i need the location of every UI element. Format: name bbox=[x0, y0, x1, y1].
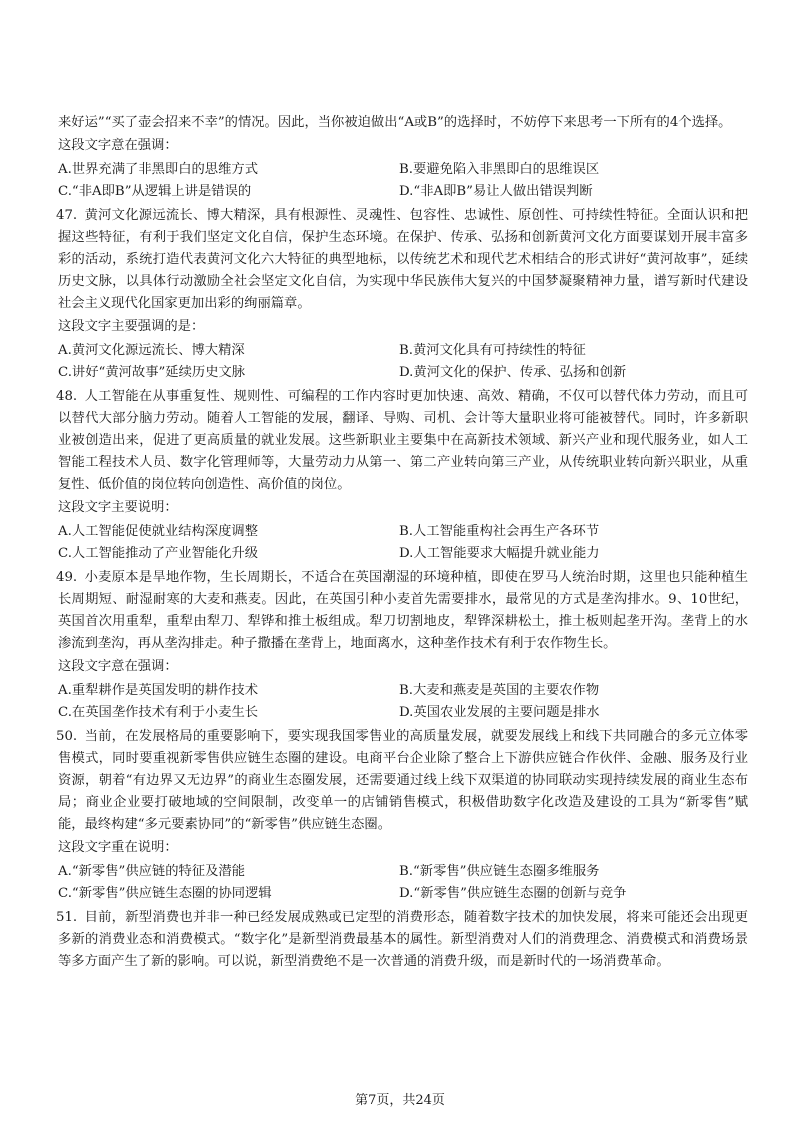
option-c[interactable]: C.人工智能推动了产业智能化升级 bbox=[58, 546, 259, 561]
option-a[interactable]: A.“新零售”供应链的特征及潜能 bbox=[58, 864, 245, 879]
option-c[interactable]: C.“新零售”供应链生态圈的协同逻辑 bbox=[58, 886, 272, 901]
page-footer: 第7页，共24页 bbox=[355, 1093, 445, 1108]
question-number: 48. bbox=[56, 389, 78, 404]
option-a[interactable]: A.人工智能促使就业结构深度调整 bbox=[58, 524, 258, 539]
option-b[interactable]: B.人工智能重构社会再生产各环节 bbox=[399, 524, 600, 539]
option-d[interactable]: D.人工智能要求大幅提升就业能力 bbox=[399, 546, 600, 561]
question-number: 49. bbox=[56, 570, 78, 585]
option-b[interactable]: B.“新零售”供应链生态圈多维服务 bbox=[399, 864, 600, 879]
question-prompt: 这段文字意在强调： bbox=[58, 659, 178, 674]
option-c[interactable]: C.“非A即B”从逻辑上讲是错误的 bbox=[58, 184, 252, 199]
option-b[interactable]: B.大麦和燕麦是英国的主要农作物 bbox=[399, 683, 600, 698]
options-grid bbox=[58, 521, 748, 565]
question-prompt: 这段文字主要强调的是： bbox=[58, 319, 205, 334]
question-46-tail bbox=[58, 112, 748, 203]
options-grid bbox=[58, 680, 748, 724]
question-prompt: 这段文字重在说明： bbox=[58, 840, 178, 855]
question-text: 当前，在发展格局的重要影响下，要实现我国零售业的高质量发展，就要发展线上和线下共同融合的多元立体零售模式，同时要重视新零售供应链生态圈的建设。电商平台企业除了整合上下游供应链合作伙伴、金融、服务及行业资源，朝着“有边界又无边界”的商业生态圈发展，还需要通过线上线下双渠道的协同联动实现持续发展的商业生态布局；商业企业要打破地域的空间限制，改变单一的店铺销售模式，积极借助数字化改造及建设的工具为“新零售”赋能，最终构建“多元要素协同”的“新零售”供应链生态圈。 bbox=[58, 729, 748, 832]
question-text: 小麦原本是旱地作物，生长周期长，不适合在英国潮湿的环境种植，即使在罗马人统治时期，这里也只能种植生长周期短、耐湿耐寒的大麦和燕麦。因此，在英国引种小麦首先需要排水，最常见的方式是垄沟排水。9、10世纪，英国首次用重犁，重犁由犁刀、犁铧和推土板组成。犁刀切割地皮，犁铧深耕松土，推土板则起垄开沟。垄背上的水渗流到垄沟，再从垄沟排走。种子撒播在垄背上，地面离水，这种垄作技术有利于农作物生长。 bbox=[58, 570, 748, 651]
question-text: 来好运”“买了壶会招来不幸”的情况。因此，当你被迫做出“A或B”的选择时，不妨停下来思考一下所有的4个选择。 bbox=[58, 115, 732, 130]
question-text: 目前，新型消费也并非一种已经发展成熟或已定型的消费形态，随着数字技术的加快发展，将来可能还会出现更多新的消费业态和消费模式。“数字化”是新型消费最基本的属性。新型消费对人们的消费理念、消费模式和消费场景等多方面产生了新的影响。可以说，新型消费绝不是一次普通的消费升级，而是新时代的一场消费革命。 bbox=[58, 910, 748, 969]
option-a[interactable]: A.重犁耕作是英国发明的耕作技术 bbox=[58, 683, 258, 698]
question-51 bbox=[58, 907, 748, 973]
option-d[interactable]: D.“非A即B”易让人做出错误判断 bbox=[399, 184, 593, 199]
question-prompt: 这段文字主要说明： bbox=[58, 500, 178, 515]
option-b[interactable]: B.要避免陷入非黑即白的思维误区 bbox=[399, 162, 600, 177]
options-grid bbox=[58, 159, 748, 203]
question-text: 黄河文化源远流长、博大精深，具有根源性、灵魂性、包容性、忠诚性、原创性、可持续性特征。全面认识和把握这些特征，有利于我们坚定文化自信，保护生态环境。在保护、传承、弘扬和创新黄河文化方面要谋划开展丰富多彩的活动，系统打造代表黄河文化六大特征的典型地标，以传统艺术和现代艺术相结合的形式讲好“黄河故事”，延续历史文脉，以具体行动激励全社会坚定文化自信，为实现中华民族伟大复兴的中国梦凝聚精神力量，谱写新时代建设社会主义现代化国家更加出彩的绚丽篇章。 bbox=[58, 208, 748, 311]
option-d[interactable]: D.黄河文化的保护、传承、弘扬和创新 bbox=[399, 365, 627, 380]
option-c[interactable]: C.讲好“黄河故事”延续历史文脉 bbox=[58, 365, 246, 380]
options-grid bbox=[58, 861, 748, 905]
question-50 bbox=[58, 726, 748, 905]
question-text: 人工智能在从事重复性、规则性、可编程的工作内容时更加快速、高效、精确，不仅可以替代体力劳动，而且可以替代大部分脑力劳动。随着人工智能的发展，翻译、导购、司机、会计等大量职业将可能被替代。同时，许多新职业被创造出来，促进了更高质量的就业发展。这些新职业主要集中在高新技术领域、新兴产业和现代服务业，如人工智能工程技术人员、数字化管理师等，大量劳动力从第一、第二产业转向第三产业，从传统职业转向新兴职业，从重复性、低价值的岗位转向创造性、高价值的岗位。 bbox=[58, 389, 748, 492]
question-prompt: 这段文字意在强调： bbox=[58, 138, 178, 153]
options-grid bbox=[58, 340, 748, 384]
question-48 bbox=[58, 386, 748, 565]
option-d[interactable]: D.“新零售”供应链生态圈的创新与竞争 bbox=[399, 886, 627, 901]
question-number: 47. bbox=[56, 208, 78, 223]
question-49 bbox=[58, 567, 748, 724]
question-number: 50. bbox=[56, 729, 78, 744]
option-a[interactable]: A.世界充满了非黑即白的思维方式 bbox=[58, 162, 258, 177]
option-c[interactable]: C.在英国垄作技术有利于小麦生长 bbox=[58, 705, 259, 720]
option-b[interactable]: B.黄河文化具有可持续性的特征 bbox=[399, 343, 586, 358]
exam-page bbox=[58, 112, 748, 973]
question-47 bbox=[58, 205, 748, 384]
question-number: 51. bbox=[56, 910, 78, 925]
option-a[interactable]: A.黄河文化源远流长、博大精深 bbox=[58, 343, 245, 358]
option-d[interactable]: D.英国农业发展的主要问题是排水 bbox=[399, 705, 600, 720]
